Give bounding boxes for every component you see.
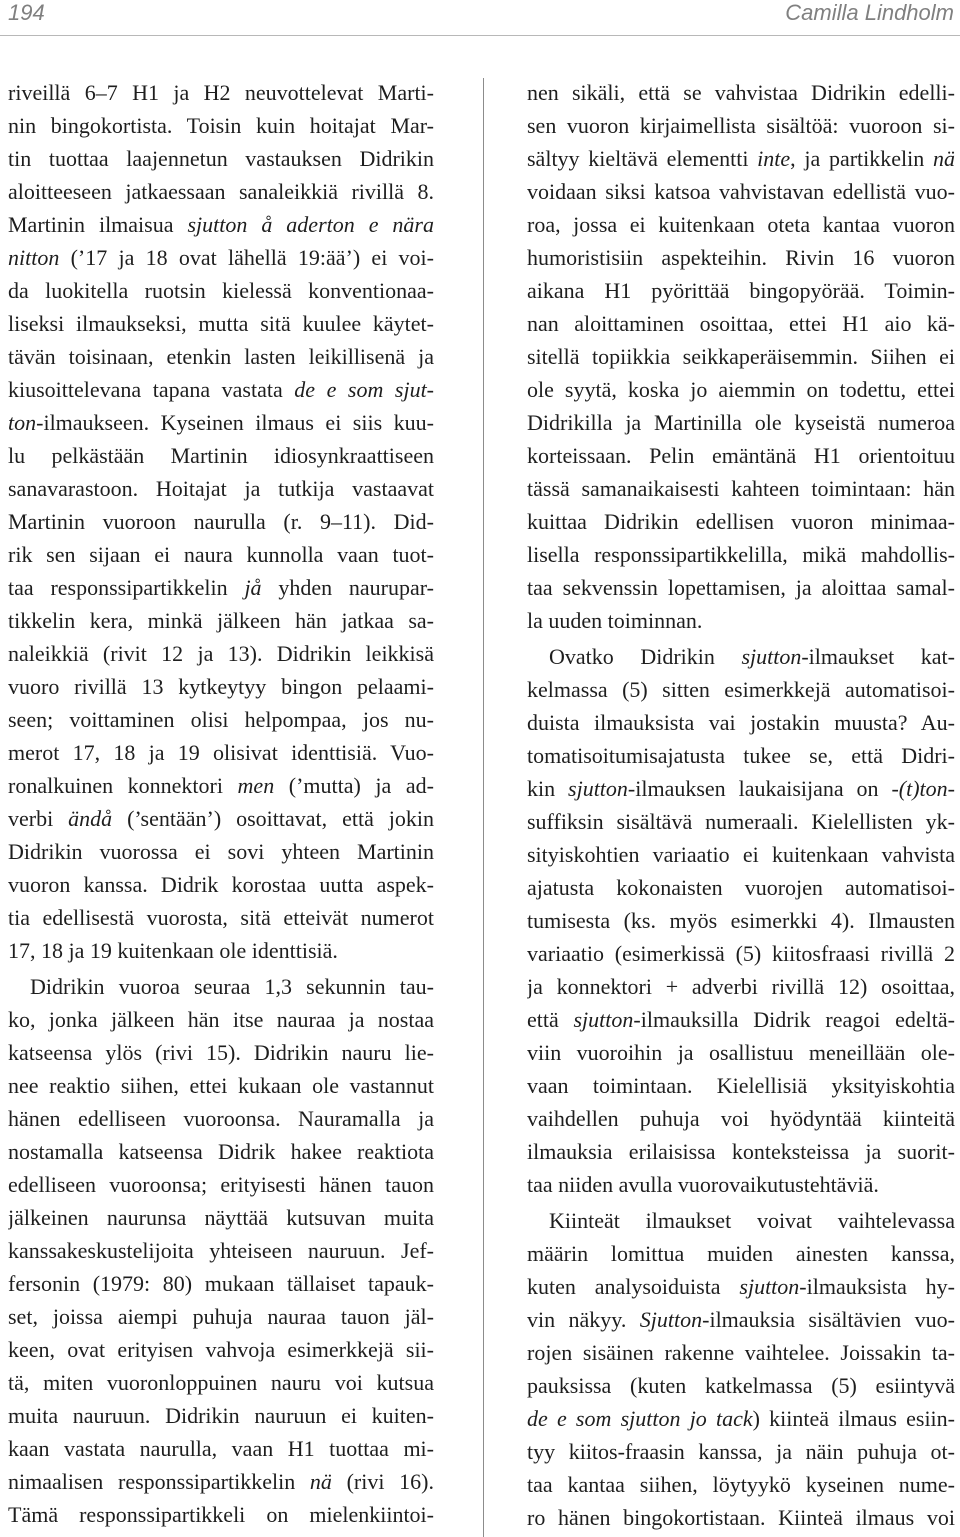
text-line [8, 439, 434, 472]
text-line [527, 406, 955, 439]
text-run: , ja partikkelin [790, 146, 933, 171]
text-run: tä, miten vuoronloppuinen nauru voi kutsua [8, 1370, 434, 1395]
text-line [527, 640, 955, 673]
text-run: Martinin ilmaisua [8, 212, 188, 237]
text-line [527, 1270, 955, 1303]
text-run: roa, jossa ei kuitenkaan oteta kantaa vuoron [527, 212, 955, 237]
text-run: vuoro rivillä 13 kytkeytyy bingon pelaami- [8, 674, 434, 699]
text-run: keen, ovat erityisen vahvoja esimerkkejä sii- [8, 1337, 434, 1362]
text-line [8, 1201, 434, 1234]
text-line [8, 1069, 434, 1102]
text-run: variaatio (esimerkissä (5) kiitosfraasi rivillä 2 [527, 941, 955, 966]
text-line [8, 571, 434, 604]
text-run: -ilmauksen laukaisijana on [627, 776, 892, 801]
text-line [8, 670, 434, 703]
text-line [8, 934, 434, 967]
text-line [8, 835, 434, 868]
text-run: kin [527, 776, 569, 801]
text-line [8, 1432, 434, 1465]
text-run: vuoron kanssa. Didrik korostaa uutta aspek- [8, 872, 434, 897]
text-run: -ilmaukseen. Kyseinen ilmaus ei siis kuu- [36, 410, 434, 435]
text-run: Didrikin vuoroa seuraa 1,3 sekunnin tau- [30, 974, 434, 999]
text-run: voidaan siksi katsoa vahvistavan edellistä vuo- [527, 179, 955, 204]
text-line [527, 109, 955, 142]
text-run: vaihdellen puhuja voi hyödyntää kiinteitä [527, 1106, 955, 1131]
italic-term: de e som sjut- [294, 377, 434, 402]
text-line [8, 406, 434, 439]
text-line [527, 373, 955, 406]
text-run: tumisesta (ks. myös esimerkki 4). Ilmausten [527, 908, 955, 933]
text-run: verbi [8, 806, 69, 831]
text-line [527, 1168, 955, 1201]
text-run: fersonin (1979: 80) mukaan tällaiset tapauk- [8, 1271, 434, 1296]
text-run: kiusoittelevana tapana vastata [8, 377, 295, 402]
text-run: nee reaktio siihen, ettei kukaan ole vastannut [8, 1073, 434, 1098]
text-line [8, 1498, 434, 1531]
text-run: ) kiinteä ilmaus esiin- [752, 1406, 955, 1431]
text-line [527, 505, 955, 538]
text-run: rojen sisäinen rakenne vaihtelee. Joissakin ta- [527, 1340, 955, 1365]
text-line [8, 1135, 434, 1168]
text-line [8, 109, 434, 142]
left-column [8, 76, 434, 1531]
text-line [527, 1501, 955, 1534]
text-run: la uuden toiminnan. [527, 608, 703, 633]
text-run: ro hänen bingokortistaan. Kiinteä ilmaus voi [527, 1505, 955, 1530]
text-line [527, 604, 955, 637]
text-run: (rivi 16). [331, 1469, 434, 1494]
text-run: lisella responssipartikkelilla, mikä mahdollis- [527, 542, 955, 567]
text-run: aloitteeseen jatkaessaan sanaleikkiä rivillä 8. [8, 179, 434, 204]
text-run: duista ilmauksista vai jostakin muusta? Au- [527, 710, 955, 735]
text-run: jälkeinen naurunsa näyttää kutsuvan muita [8, 1205, 434, 1230]
text-line [527, 1303, 955, 1336]
text-line [8, 505, 434, 538]
text-run: Martinin vuoroon naurulla (r. 9–11). Did- [8, 509, 434, 534]
text-run: Ovatko Didrikin [549, 644, 742, 669]
text-line [8, 1036, 434, 1069]
text-line [8, 1465, 434, 1498]
text-line [527, 937, 955, 970]
text-run: kuittaa Didrikin edellisen vuoron minimaa- [527, 509, 955, 534]
text-line [8, 1102, 434, 1135]
text-line [527, 472, 955, 505]
text-line [8, 274, 434, 307]
text-line [527, 1069, 955, 1102]
text-run: tia edellisestä vuorosta, sitä etteivät numerot [8, 905, 434, 930]
text-line [527, 1468, 955, 1501]
text-run: liseksi ilmaukseksi, mutta sitä kuulee käytet- [8, 311, 434, 336]
italic-term: nä [309, 1469, 332, 1494]
text-line [8, 76, 434, 109]
text-line [8, 1267, 434, 1300]
text-run: set, joissa aiempi puhuja nauraa tauon jäl- [8, 1304, 434, 1329]
text-line [527, 1237, 955, 1270]
text-line [527, 1402, 955, 1435]
text-line [8, 307, 434, 340]
text-line [8, 970, 434, 1003]
italic-term: nitton [8, 245, 60, 270]
text-run: kanssakeskustelijoita yhteiseen nauruun. Jef- [8, 1238, 434, 1263]
text-run: sältyy kieltävä elementti [527, 146, 758, 171]
text-line [8, 373, 434, 406]
text-line [527, 1369, 955, 1402]
text-line [8, 901, 434, 934]
paragraph [8, 76, 434, 967]
text-run: Didrikilla ja Martinilla ole kyseistä numeroa [527, 410, 955, 435]
text-run: ole syytä, koska jo aiemmin on todettu, ettei [527, 377, 955, 402]
text-line [8, 175, 434, 208]
text-run: sen vuoron kirjaimellista sisältöä: vuoroon si- [527, 113, 955, 138]
text-line [8, 802, 434, 835]
text-line [8, 1300, 434, 1333]
text-run: taa kantaa siihen, löytyykö kyseinen nume- [527, 1472, 955, 1497]
text-run: -ilmauksia sisältävien vuo- [702, 1307, 955, 1332]
text-run: viin vuoroihin ja osallistuu meneillään ole- [527, 1040, 955, 1065]
italic-term: de e som sjutton jo tack [527, 1406, 753, 1431]
italic-term: ton [8, 410, 37, 435]
italic-term: sjutton [573, 1007, 634, 1032]
text-run: taa niiden avulla vuorovaikutustehtäviä. [527, 1172, 879, 1197]
text-run: nen sikäli, että se vahvistaa Didrikin edelli- [527, 80, 955, 105]
text-line [8, 1003, 434, 1036]
text-run: yhden naurupar- [261, 575, 434, 600]
text-run: ronalkuinen konnektori [8, 773, 238, 798]
text-line [8, 340, 434, 373]
text-run: naleikkiä (rivit 12 ja 13). Didrikin leikkisä [8, 641, 434, 666]
column-divider [483, 78, 484, 1537]
text-run: ajatusta kokonaisten vuorojen automatisoi- [527, 875, 955, 900]
text-run: vaan toimintaan. Kielellisiä yksityiskohtia [527, 1073, 955, 1098]
text-line [8, 208, 434, 241]
text-run: (’17 ja 18 ovat lähellä 19:ää’) ei voi- [59, 245, 434, 270]
italic-term: nä [933, 146, 955, 171]
text-line [8, 736, 434, 769]
paragraph [8, 970, 434, 1531]
text-run: seen; voittaminen olisi helpompaa, jos nu- [8, 707, 434, 732]
text-run: aikana H1 pyörittää bingopyörää. Toimin- [527, 278, 955, 303]
text-run: vin näkyy. [527, 1307, 640, 1332]
text-run: taa sekvenssin lopettamisen, ja aloittaa samal- [527, 575, 955, 600]
text-line [527, 340, 955, 373]
text-line [527, 871, 955, 904]
text-run: tomatisoitumisajatusta tukee se, että Didri- [527, 743, 955, 768]
text-line [527, 1102, 955, 1135]
text-line [527, 142, 955, 175]
text-run: kaan vastata naurulla, vaan H1 tuottaa mi- [8, 1436, 434, 1461]
text-run: hänen edelliseen vuoroonsa. Nauramalla ja [8, 1106, 434, 1131]
italic-term: Sjutton [639, 1307, 703, 1332]
text-run: pauksissa (kuten katkelmassa (5) esiintyvä [527, 1373, 955, 1398]
paragraph [527, 1204, 955, 1534]
text-line [527, 772, 955, 805]
text-run: Kiinteät ilmaukset voivat vaihtelevassa [549, 1208, 955, 1233]
text-run: nimaalisen responssipartikkelin [8, 1469, 310, 1494]
text-line [8, 538, 434, 571]
text-line [8, 1366, 434, 1399]
text-run: määrin lomittua muiden ainesten kanssa, [527, 1241, 955, 1266]
text-run: tikkelin kera, minkä jälkeen hän jatkaa sa- [8, 608, 434, 633]
paragraph [527, 640, 955, 1201]
text-run: sitellä topiikkia seikkaperäisemmin. Siihen ei [527, 344, 955, 369]
text-line [527, 274, 955, 307]
italic-term: jå [244, 575, 262, 600]
text-run: da luokitella ruotsin kielessä konventionaa- [8, 278, 434, 303]
text-run: rik sen sijaan ei naura kunnolla vaan tuot- [8, 542, 434, 567]
text-line [527, 1435, 955, 1468]
text-line [527, 1336, 955, 1369]
text-run: korteissaan. Pelin emäntänä H1 orientoituu [527, 443, 955, 468]
text-run: kuten analysoiduista [527, 1274, 740, 1299]
text-run: sanavarastoon. Hoitajat ja tutkija vastaavat [8, 476, 434, 501]
text-run: (’mutta) ja ad- [274, 773, 434, 798]
text-line [8, 1399, 434, 1432]
text-run: nan aloittaminen osoittaa, ettei H1 aio kä- [527, 311, 955, 336]
text-run: tin tuottaa laajennetun vastauksen Didrikin [8, 146, 434, 171]
text-run: ko, jonka jälkeen hän itse nauraa ja nostaa [8, 1007, 434, 1032]
text-line [527, 805, 955, 838]
italic-term: sjutton [739, 1274, 800, 1299]
italic-term: -(t)ton- [891, 776, 955, 801]
text-run: kelmassa (5) sitten esimerkkejä automatisoi- [527, 677, 955, 702]
text-line [527, 1135, 955, 1168]
text-line [8, 1168, 434, 1201]
text-run: nostamalla katseensa Didrik hakee reaktiota [8, 1139, 434, 1164]
italic-term: sjutton å aderton e nära [187, 212, 434, 237]
text-line [527, 970, 955, 1003]
text-line [8, 769, 434, 802]
text-run: taa responssipartikkelin [8, 575, 245, 600]
italic-term: sjutton [741, 644, 802, 669]
text-line [8, 1333, 434, 1366]
text-line [527, 904, 955, 937]
text-line [527, 538, 955, 571]
text-line [527, 208, 955, 241]
text-run: ja konnektori + adverbi rivillä 12) osoittaa, [527, 974, 955, 999]
text-line [527, 1003, 955, 1036]
text-line [8, 472, 434, 505]
text-run: -ilmauksilla Didrik reagoi edeltä- [633, 1007, 955, 1032]
text-run: ilmauksia erilaisissa konteksteissa ja suorit- [527, 1139, 955, 1164]
italic-term: inte [757, 146, 791, 171]
paragraph [527, 76, 955, 637]
text-line [527, 1036, 955, 1069]
text-run: tässä samanaikaisesti kahteen toimintaan: hän [527, 476, 955, 501]
text-run: humoristisiin aspekteihin. Rivin 16 vuoron [527, 245, 955, 270]
page-number: 194 [8, 0, 45, 25]
text-line [527, 706, 955, 739]
text-line [527, 838, 955, 871]
text-run: -ilmaukset kat- [801, 644, 955, 669]
text-line [527, 76, 955, 109]
text-run: edelliseen vuoroonsa; erityisesti hänen tauon [8, 1172, 434, 1197]
text-run: lu pelkästään Martinin idiosynkraattiseen [8, 443, 434, 468]
right-column [527, 76, 955, 1534]
text-run: katseensa ylös (rivi 15). Didrikin nauru lie- [8, 1040, 434, 1065]
italic-term: sjutton [568, 776, 628, 801]
text-run: -ilmauksista hy- [799, 1274, 955, 1299]
text-run: suffiksin sisältävä numeraali. Kielellisten yk- [527, 809, 955, 834]
text-run: merot 17, 18 ja 19 olisivat identtisiä. Vuo- [8, 740, 434, 765]
text-run: Didrikin vuorossa ei sovi yhteen Martinin [8, 839, 434, 864]
italic-term: ändå [68, 806, 113, 831]
text-run: että [527, 1007, 574, 1032]
text-line [527, 571, 955, 604]
text-run: (’sentään’) osoittavat, että jokin [112, 806, 434, 831]
running-head-author: Camilla Lindholm [785, 0, 954, 25]
text-line [8, 604, 434, 637]
text-run: tävän toisinaan, etenkin lasten leikillisenä ja [8, 344, 434, 369]
italic-term: men [237, 773, 275, 798]
text-run: tyy kiitos-fraasin kanssa, ja näin puhuja ot- [527, 1439, 955, 1464]
text-run: nin bingokortista. Toisin kuin hoitajat Mar- [8, 113, 434, 138]
text-line [527, 439, 955, 472]
text-line [8, 868, 434, 901]
text-line [8, 241, 434, 274]
text-run: muita nauruun. Didrikin nauruun ei kuiten- [8, 1403, 434, 1428]
text-line [527, 673, 955, 706]
text-line [527, 241, 955, 274]
text-run: sityiskohtien variaatio ei kuitenkaan vahvista [527, 842, 955, 867]
text-line [8, 637, 434, 670]
text-line [8, 703, 434, 736]
text-run: Tämä responssipartikkeli on mielenkiintoi- [8, 1502, 434, 1527]
text-line [8, 1234, 434, 1267]
text-line [527, 175, 955, 208]
text-run: 17, 18 ja 19 kuitenkaan ole identtisiä. [8, 938, 338, 963]
text-line [527, 1204, 955, 1237]
text-line [527, 739, 955, 772]
header-rule [0, 35, 960, 36]
text-line [527, 307, 955, 340]
text-line [8, 142, 434, 175]
text-run: riveillä 6–7 H1 ja H2 neuvottelevat Marti- [8, 80, 434, 105]
